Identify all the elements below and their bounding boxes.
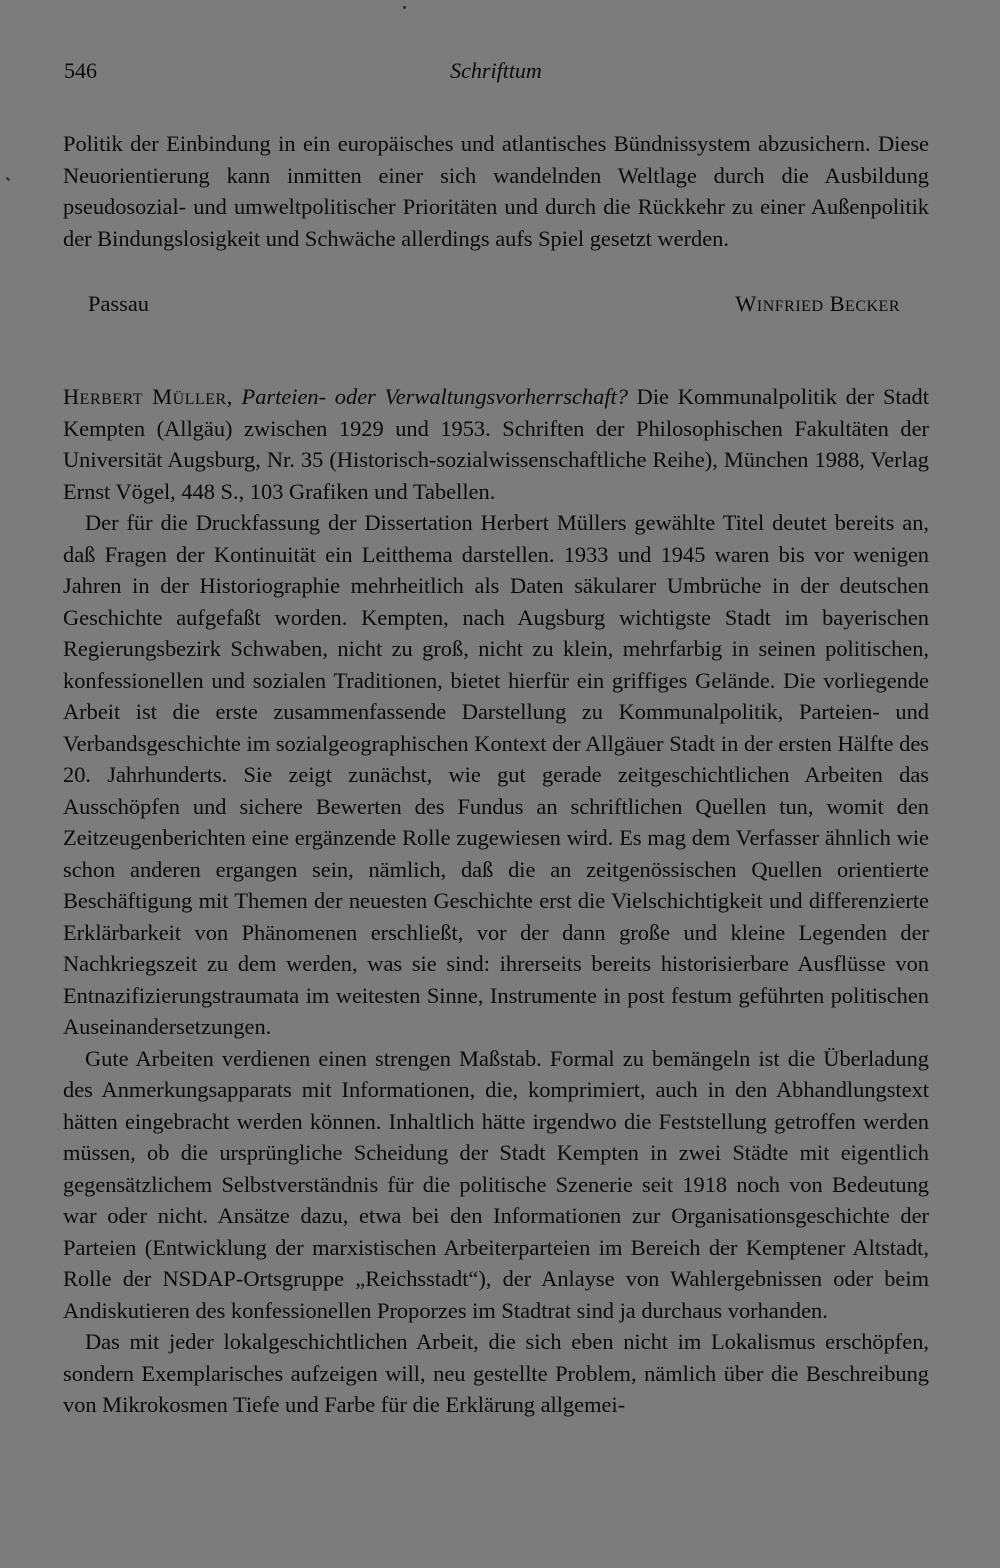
bibliographic-citation — [63, 381, 929, 507]
book-review — [63, 381, 929, 1421]
paragraph: Politik der Einbindung in ein europäisches und atlantisches Bündnissystem abzusichern. Diese Neuorientierung kann inmitten einer sich wandelnden Weltlage durch die Ausbildung pseudosozial- und umweltpolitischer Prioritäten und durch die Rückkehr zu einer Außenpolitik der Bindungslosigkeit und Schwäche allerdings aufs Spiel gesetzt werden. — [63, 131, 929, 251]
scan-speck — [6, 177, 10, 181]
signature-reviewer: Winfried Becker — [735, 291, 900, 316]
page-number: 546 — [64, 58, 97, 83]
signature-place: Passau — [88, 291, 149, 316]
citation-details: Die Kommunalpolitik der Stadt Kempten (Allgäu) zwischen 1929 und 1953. Schriften der Philosophischen Fakultäten der Universität Augsburg, Nr. 35 (Historisch-sozialwissenschaftliche Reihe), München 1988, Verlag Ernst Vögel, 448 S., 103 Grafiken und Tabellen. — [63, 384, 929, 504]
review-conclusion — [63, 128, 929, 254]
citation-author: Herbert Müller, — [63, 384, 233, 409]
paragraph: Gute Arbeiten verdienen einen strengen Maßstab. Formal zu bemängeln ist die Überladung des Anmerkungsapparats mit Informationen, die, komprimiert, auch in den Abhandlungstext hätten eingebracht werden können. Inhaltlich hätte irgendwo die Feststellung getroffen werden müssen, ob die ursprüngliche Scheidung der Stadt Kempten in zwei Städte mit eigentlich gegensätzlichem Selbstverständnis für die politische Szenerie seit 1918 noch von Bedeutung war oder nicht. Ansätze dazu, etwa bei den Informationen zur Organisationsgeschichte der Parteien (Entwicklung der marxistischen Arbeiterparteien im Bereich der Kemptener Altstadt, Rolle der NSDAP-Ortsgruppe „Reichsstadt“), der Anlayse von Wahlergebnissen oder beim Andiskutieren des konfessionellen Proporzes im Stadtrat sind ja durchaus vorhanden. — [63, 1045, 929, 1323]
paragraph: Das mit jeder lokalgeschichtlichen Arbeit, die sich eben nicht im Lokalismus erschöpfen, sondern Exemplarisches aufzeigen will, neu gestellte Problem, nämlich über die Beschreibung von Mikrokosmen Tiefe und Farbe für die Erklärung allgemei- — [63, 1329, 929, 1417]
page-header — [64, 58, 928, 90]
paragraph: Der für die Druckfassung der Dissertation Herbert Müllers gewählte Titel deutet bereits an, daß Fragen der Kontinuität ein Leitthema darstellen. 1933 und 1945 waren bis vor wenigen Jahren in der Historiographie mehrheitlich als Daten säkularer Umbrüche in der deutschen Geschichte aufgefaßt worden. Kempten, nach Augsburg wichtigste Stadt im bayerischen Regierungsbezirk Schwaben, nicht zu groß, nicht zu klein, mehrfarbig in seinen politischen, konfessionellen und sozialen Traditionen, bietet hierfür ein griffiges Gelände. Die vorliegende Arbeit ist die erste zusammenfassende Darstellung zu Kommunalpolitik, Parteien- und Verbandsgeschichte im sozialgeographischen Kontext der Allgäuer Stadt in der ersten Hälfte des 20. Jahrhunderts. Sie zeigt zunächst, wie gut gerade zeitgeschichtlichen Arbeiten das Ausschöpfen und sichere Bewerten des Fundus an schriftlichen Quellen tun, womit den Zeitzeugenberichten eine ergänzende Rolle zugewiesen wird. Es mag dem Verfasser ähnlich wie schon anderen ergangen sein, nämlich, daß die an zeitgenössischen Quellen orientierte Beschäftigung mit Themen der neuesten Geschichte erst die Vielschichtigkeit und differenzierte Erklärbarkeit von Phänomenen erschließt, vor der dann große und kleine Legenden der Nachkriegszeit zu dem werden, was sie sind: ihrerseits bereits historisierbare Ausflüsse von Entnazifizierungstraumata im weitesten Sinne, Instrumente in post festum geführten politischen Auseinandersetzungen. — [63, 510, 929, 1039]
scan-speck — [403, 6, 406, 9]
citation-title: Parteien- oder Verwaltungsvorherrschaft? — [241, 384, 628, 409]
running-head: Schrifttum — [450, 58, 542, 83]
